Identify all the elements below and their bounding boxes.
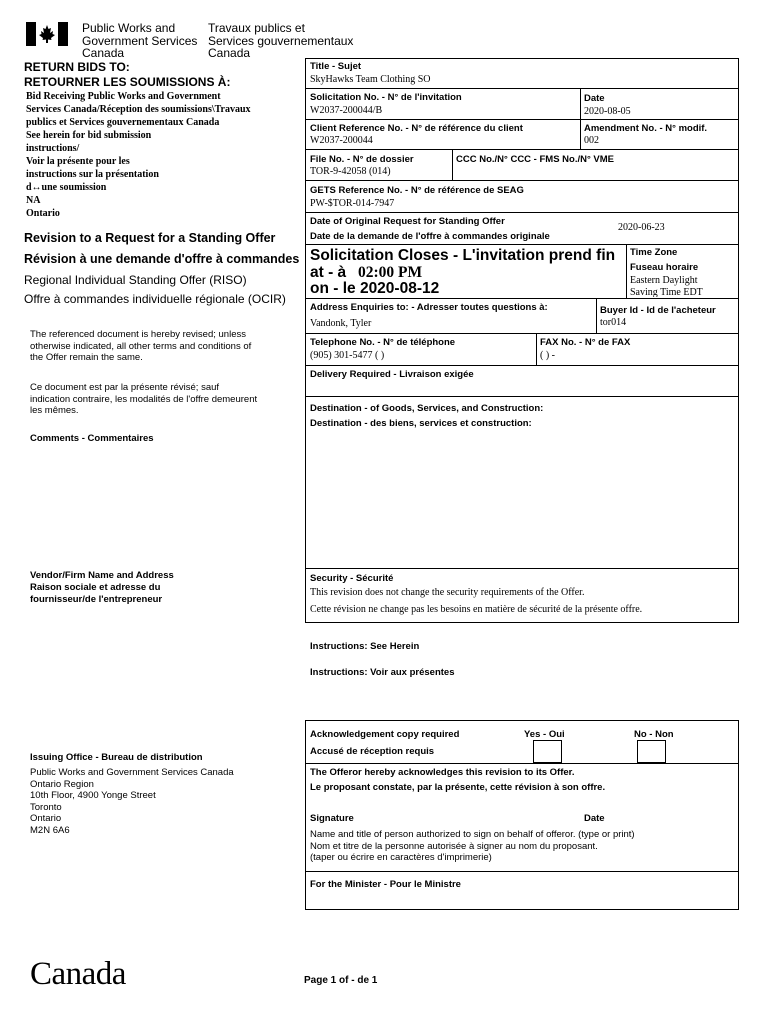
notice-line: les mêmes. <box>30 405 79 416</box>
vendor-label <box>30 570 174 606</box>
dept-fr-line: Travaux publics et <box>208 21 305 35</box>
riso-fr: Offre à commandes individuelle régionale (OCIR) <box>24 292 286 306</box>
vendor-line: fournisseur/de l'entrepreneur <box>30 594 163 605</box>
buyer-id-value: tor014 <box>600 317 627 328</box>
revised-notice-fr <box>30 382 257 417</box>
dept-en-line: Government Services <box>82 33 198 48</box>
department-name-en <box>82 22 197 60</box>
name-title-line: Nom et titre de la personne autorisée à signer au nom du proposant. <box>310 840 598 852</box>
notice-line: indication contraire, les modalités de l'offre demeurent <box>30 393 258 405</box>
address-line: Services Canada/Réception des soumissions\Travaux <box>26 104 251 115</box>
vendor-line: Raison sociale et adresse du <box>30 582 161 593</box>
file-number-label: File No. - N° de dossier <box>310 154 414 165</box>
instructions-en: Instructions: See Herein <box>310 641 420 652</box>
canada-flag-icon <box>26 22 68 46</box>
amendment-label: Amendment No. - N° modif. <box>584 123 708 134</box>
closes-on: on - le 2020-08-12 <box>310 280 440 297</box>
time-zone-label-en: Time Zone <box>630 247 678 258</box>
original-date-label-fr: Date de la demande de l'offre à commandes originale <box>310 231 550 242</box>
address-line: Ontario <box>26 208 60 219</box>
security-text-fr: Cette révision ne change pas les besoins en matière de sécurité de la présente offre. <box>310 604 643 615</box>
revision-title-en: Revision to a Request for a Standing Offer <box>24 231 276 245</box>
address-line: See herein for bid submission <box>26 130 152 141</box>
vendor-line: Vendor/Firm Name and Address <box>30 570 174 581</box>
no-label: No - Non <box>634 729 674 740</box>
gets-value: PW-$TOR-014-7947 <box>310 198 395 209</box>
instructions-fr: Instructions: Voir aux présentes <box>310 667 455 678</box>
title-label: Title - Sujet <box>310 61 362 72</box>
delivery-label: Delivery Required - Livraison exigée <box>310 369 474 380</box>
address-line: d↔une soumission <box>26 182 107 193</box>
time-zone-label-fr: Fuseau horaire <box>630 262 699 273</box>
time-zone-value: Saving Time EDT <box>630 287 703 297</box>
issuing-office-label: Issuing Office - Bureau de distribution <box>30 752 203 763</box>
destination-label-fr: Destination - des biens, services et construction: <box>310 418 532 429</box>
amendment-value: 002 <box>584 135 599 146</box>
address-line: Ontario <box>30 813 62 824</box>
solicitation-closes: Solicitation Closes - L'invitation prend fin <box>310 247 616 264</box>
revision-title-fr: Révision à une demande d'offre à commandes <box>24 252 300 266</box>
bid-receiving-address <box>26 90 251 220</box>
address-line: NA <box>26 195 41 206</box>
ccc-label: CCC No./N° CCC - FMS No./N° VME <box>456 154 615 165</box>
offeror-ack-en: The Offeror hereby acknowledges this revision to its Offer. <box>310 767 575 778</box>
solicitation-label: Solicitation No. - N° de l'invitation <box>310 92 462 103</box>
address-line: Voir la présente pour les <box>26 156 130 167</box>
address-line: Public Works and Government Services Canada <box>30 767 234 778</box>
client-reference-label: Client Reference No. - N° de référence du client <box>310 123 523 134</box>
riso-en: Regional Individual Standing Offer (RISO) <box>24 273 247 287</box>
issuing-office-address <box>30 767 234 836</box>
time-zone-value: Eastern Daylight <box>630 275 698 286</box>
enquiries-label: Address Enquiries to: - Adresser toutes questions à: <box>310 302 548 313</box>
notice-line: Ce document est par la présente révisé; sauf <box>30 382 220 393</box>
closes-at-label: at - à <box>310 264 347 281</box>
fax-value: ( ) - <box>540 350 555 361</box>
solicitation-value: W2037-200044/B <box>310 105 383 116</box>
page-number: Page 1 of - de 1 <box>304 975 378 986</box>
security-text-en: This revision does not change the security requirements of the Offer. <box>310 587 585 598</box>
address-line: publics et Services gouvernementaux Canada <box>26 117 220 128</box>
original-date-label-en: Date of Original Request for Standing Offer <box>310 216 505 227</box>
address-line: M2N 6A6 <box>30 824 70 836</box>
yes-checkbox[interactable] <box>533 740 562 763</box>
signature-label: Signature <box>310 813 354 824</box>
acknowledgement-label: Acknowledgement copy required <box>310 729 460 740</box>
buyer-id-label: Buyer Id - Id de l'acheteur <box>600 305 716 316</box>
dept-fr-line: Services gouvernementaux <box>208 33 354 48</box>
date-value: 2020-08-05 <box>584 106 631 117</box>
address-line: Ontario Region <box>30 778 94 790</box>
telephone-label: Telephone No. - N° de téléphone <box>310 337 456 348</box>
title-value: SkyHawks Team Clothing SO <box>310 74 431 85</box>
return-bids-fr: RETOURNER LES SOUMISSIONS À: <box>24 75 231 89</box>
file-number-value: TOR-9-42058 (014) <box>310 166 391 177</box>
client-reference-value: W2037-200044 <box>310 135 373 146</box>
department-name-fr <box>208 22 353 60</box>
destination-label-en: Destination - of Goods, Services, and Construction: <box>310 403 544 414</box>
notice-line: otherwise indicated, all other terms and conditions of <box>30 340 252 352</box>
time-zone-value-clip <box>630 275 738 297</box>
acknowledgement-label-fr: Accusé de réception requis <box>310 746 435 757</box>
name-title-line: Name and title of person authorized to sign on behalf of offeror. (type or print) <box>310 829 635 840</box>
dept-en-line: Public Works and <box>82 21 176 35</box>
address-line: 10th Floor, 4900 Yonge Street <box>30 790 156 801</box>
name-title-line: (taper ou écrire en caractères d'imprimerie) <box>310 852 492 863</box>
notice-line: the Offer remain the same. <box>30 352 143 363</box>
offeror-ack-fr: Le proposant constate, par la présente, cette révision à son offre. <box>310 782 606 793</box>
address-line: instructions/ <box>26 143 80 154</box>
return-bids-en: RETURN BIDS TO: <box>24 60 130 74</box>
no-checkbox[interactable] <box>637 740 666 763</box>
canada-wordmark: Canada <box>30 956 126 992</box>
enquiries-value: Vandonk, Tyler <box>310 318 372 329</box>
closes-time: 02:00 PM <box>358 264 423 281</box>
date-label: Date <box>584 93 605 104</box>
revised-notice-en <box>30 329 251 364</box>
gets-label: GETS Reference No. - N° de référence de SEAG <box>310 185 524 196</box>
dept-fr-line: Canada <box>208 46 251 60</box>
yes-label: Yes - Oui <box>524 729 565 740</box>
comments-label: Comments - Commentaires <box>30 433 154 444</box>
notice-line: The referenced document is hereby revised; unless <box>30 329 246 340</box>
address-line: instructions sur la présentation <box>26 169 159 180</box>
telephone-value: (905) 301-5477 ( ) <box>310 350 385 361</box>
address-line: Bid Receiving Public Works and Government <box>26 91 221 102</box>
signature-date-label: Date <box>584 813 605 824</box>
original-date-value: 2020-06-23 <box>618 222 665 233</box>
dept-en-line: Canada <box>82 46 125 60</box>
address-line: Toronto <box>30 801 62 813</box>
security-label: Security - Sécurité <box>310 573 394 584</box>
fax-label: FAX No. - N° de FAX <box>540 337 631 348</box>
name-title-instructions <box>310 829 635 864</box>
minister-label: For the Minister - Pour le Ministre <box>310 879 461 890</box>
